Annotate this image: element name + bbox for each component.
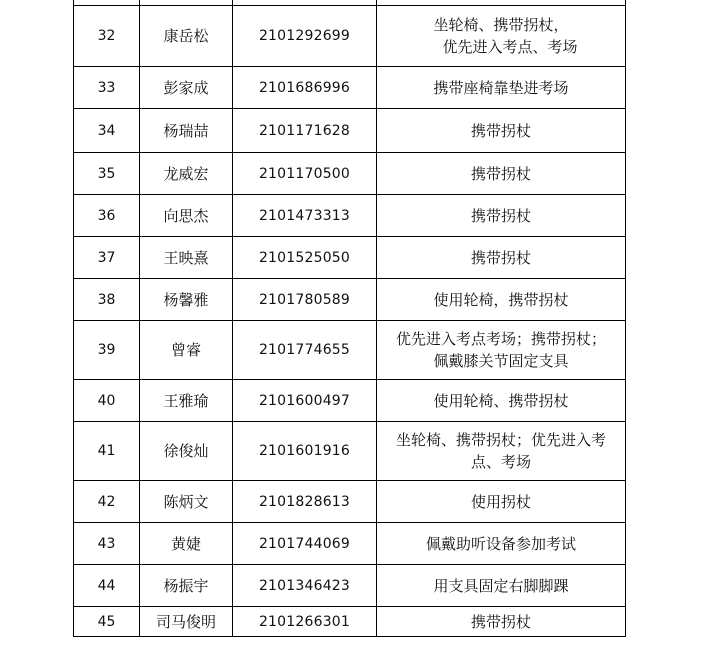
accommodation-cell: 携带拐杖 bbox=[377, 607, 626, 637]
name-cell: 王雅瑜 bbox=[140, 380, 233, 422]
table-row bbox=[74, 6, 626, 67]
table-row bbox=[74, 195, 626, 237]
accommodation-cell bbox=[377, 6, 626, 67]
candidate-id-cell: 2101292699 bbox=[233, 6, 377, 67]
accommodation-cell: 使用拐杖 bbox=[377, 481, 626, 523]
candidate-id-cell: 2101744069 bbox=[233, 523, 377, 565]
candidate-id-cell: 2101774655 bbox=[233, 321, 377, 380]
number-cell: 41 bbox=[74, 422, 140, 481]
accommodation-cell: 携带拐杖 bbox=[377, 153, 626, 195]
candidate-id-cell: 2101600497 bbox=[233, 380, 377, 422]
name-cell: 向思杰 bbox=[140, 195, 233, 237]
table-row bbox=[74, 565, 626, 607]
number-cell: 38 bbox=[74, 279, 140, 321]
candidate-id-cell: 2101525050 bbox=[233, 237, 377, 279]
name-cell: 黄婕 bbox=[140, 523, 233, 565]
candidate-id-cell: 2101473313 bbox=[233, 195, 377, 237]
accommodation-table bbox=[73, 0, 626, 637]
candidate-id-cell: 2101780589 bbox=[233, 279, 377, 321]
accommodation-line: 优先进入考点考场；携带拐杖； bbox=[395, 330, 606, 348]
table-row bbox=[74, 109, 626, 153]
table-row bbox=[74, 153, 626, 195]
candidate-id-cell: 2101171628 bbox=[233, 109, 377, 153]
table-row bbox=[74, 321, 626, 380]
accommodation-cell: 用支具固定右脚脚踝 bbox=[377, 565, 626, 607]
accommodation-line: 坐轮椅、携带拐杖；优先进入考 bbox=[395, 431, 606, 449]
table-row bbox=[74, 607, 626, 637]
name-cell: 彭家成 bbox=[140, 67, 233, 109]
accommodation-cell bbox=[377, 321, 626, 380]
number-cell: 44 bbox=[74, 565, 140, 607]
candidate-id-cell: 2101601916 bbox=[233, 422, 377, 481]
name-cell: 司马俊明 bbox=[140, 607, 233, 637]
candidate-id-cell: 2101266301 bbox=[233, 607, 377, 637]
number-cell: 42 bbox=[74, 481, 140, 523]
accommodation-cell: 携带拐杖 bbox=[377, 109, 626, 153]
table-row bbox=[74, 67, 626, 109]
table-row bbox=[74, 422, 626, 481]
table-row bbox=[74, 481, 626, 523]
number-cell: 34 bbox=[74, 109, 140, 153]
name-cell: 曾睿 bbox=[140, 321, 233, 380]
table-row bbox=[74, 380, 626, 422]
accommodation-cell bbox=[377, 422, 626, 481]
number-cell: 35 bbox=[74, 153, 140, 195]
number-cell: 33 bbox=[74, 67, 140, 109]
name-cell: 杨振宇 bbox=[140, 565, 233, 607]
candidate-id-cell: 2101170500 bbox=[233, 153, 377, 195]
accommodation-line: 点、考场 bbox=[470, 453, 531, 471]
accommodation-cell: 携带拐杖 bbox=[377, 237, 626, 279]
candidate-id-cell: 2101346423 bbox=[233, 565, 377, 607]
table-row bbox=[74, 237, 626, 279]
name-cell: 陈炳文 bbox=[140, 481, 233, 523]
candidate-id-cell: 2101828613 bbox=[233, 481, 377, 523]
name-cell: 康岳松 bbox=[140, 6, 233, 67]
number-cell: 40 bbox=[74, 380, 140, 422]
name-cell: 徐俊灿 bbox=[140, 422, 233, 481]
name-cell: 杨馨雅 bbox=[140, 279, 233, 321]
number-cell: 39 bbox=[74, 321, 140, 380]
number-cell: 37 bbox=[74, 237, 140, 279]
name-cell: 杨瑞喆 bbox=[140, 109, 233, 153]
accommodation-line: 优先进入考点、考场 bbox=[442, 38, 578, 56]
name-cell: 王映熹 bbox=[140, 237, 233, 279]
candidate-id-cell: 2101686996 bbox=[233, 67, 377, 109]
accommodation-line: 坐轮椅、携带拐杖， bbox=[433, 16, 569, 34]
accommodation-line: 佩戴膝关节固定支具 bbox=[433, 352, 569, 370]
table-row bbox=[74, 523, 626, 565]
number-cell: 32 bbox=[74, 6, 140, 67]
number-cell: 43 bbox=[74, 523, 140, 565]
accommodation-cell: 携带座椅靠垫进考场 bbox=[377, 67, 626, 109]
accommodation-cell: 使用轮椅，携带拐杖 bbox=[377, 279, 626, 321]
accommodation-cell: 使用轮椅、携带拐杖 bbox=[377, 380, 626, 422]
accommodation-cell: 携带拐杖 bbox=[377, 195, 626, 237]
name-cell: 龙威宏 bbox=[140, 153, 233, 195]
accommodation-cell: 佩戴助听设备参加考试 bbox=[377, 523, 626, 565]
number-cell: 45 bbox=[74, 607, 140, 637]
number-cell: 36 bbox=[74, 195, 140, 237]
table-row bbox=[74, 279, 626, 321]
